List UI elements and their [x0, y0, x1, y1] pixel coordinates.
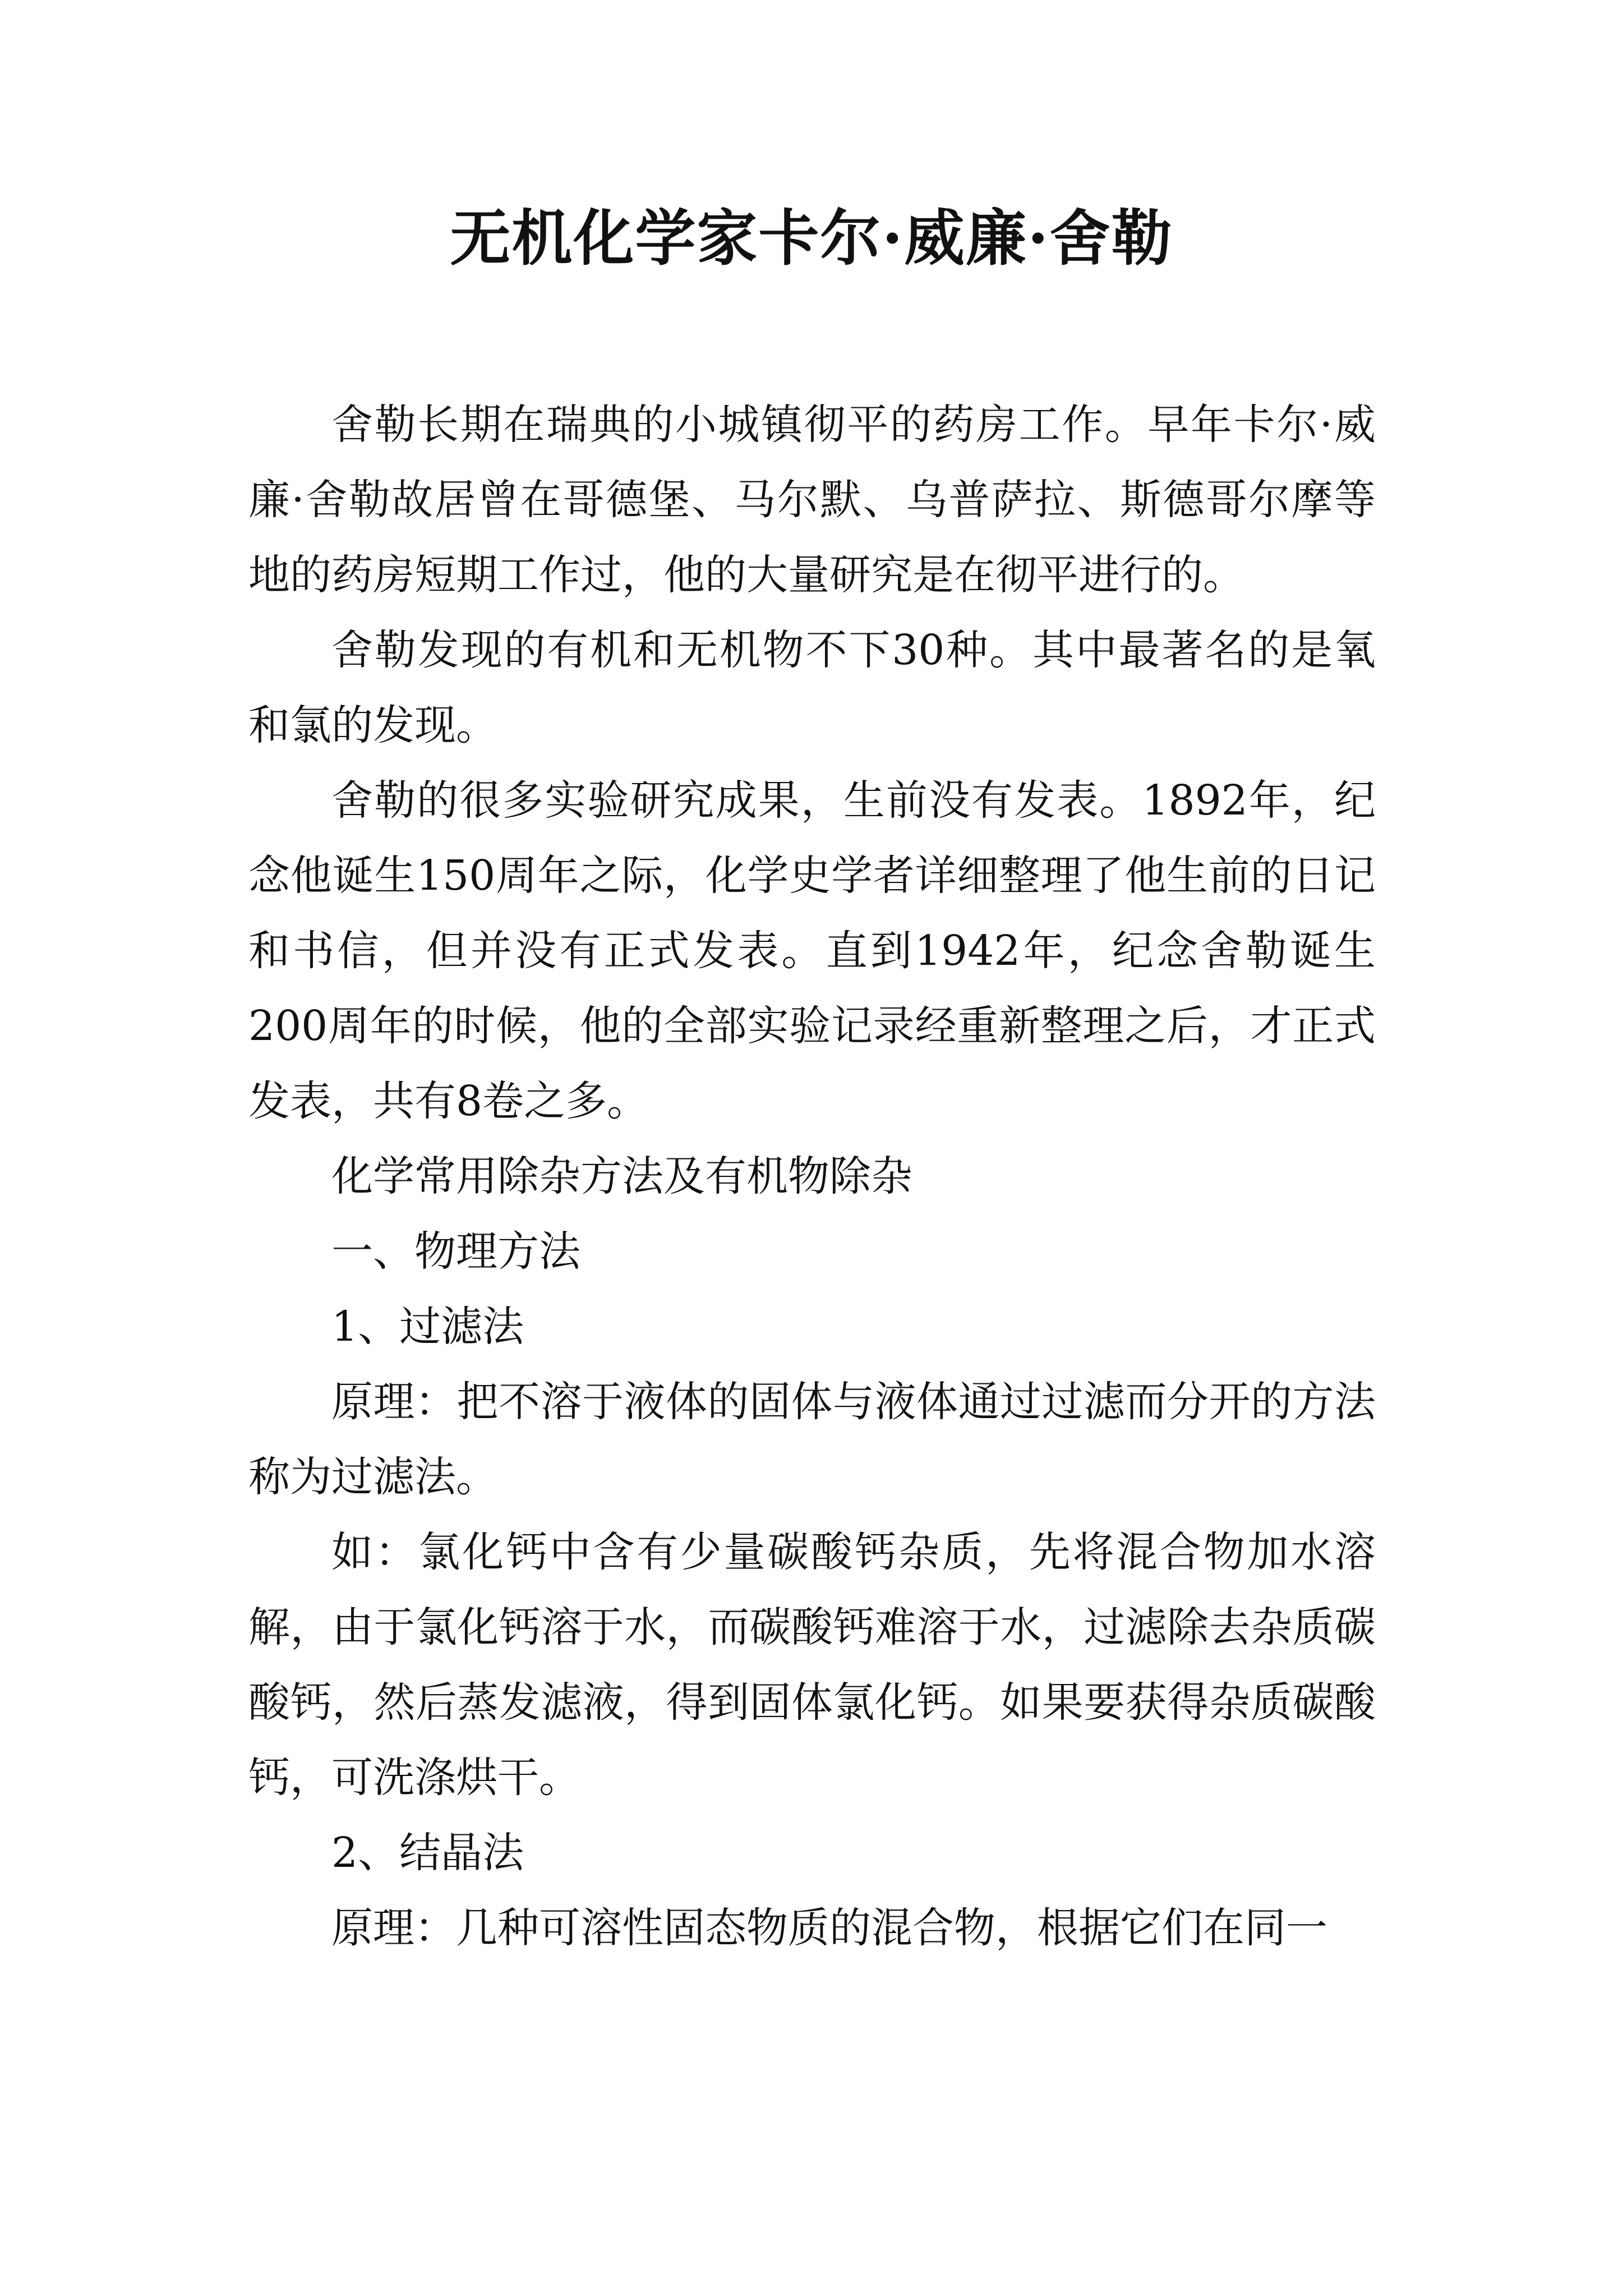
- section-heading: 化学常用除杂方法及有机物除杂: [331, 1152, 912, 1200]
- subsection-heading: 1、过滤法: [331, 1303, 524, 1351]
- section-heading: 一、物理方法: [331, 1227, 580, 1276]
- paragraph: 舍勒长期在瑞典的小城镇彻平的药房工作。早年卡尔·威廉·舍勒故居曾在哥德堡、马尔默、乌普萨拉、斯德哥尔摩等地的药房短期工作过，他的大量研究是在彻平进行的。: [248, 401, 1376, 599]
- paragraph: 舍勒的很多实验研究成果，生前没有发表。1892年，纪念他诞生150周年之际，化学史学者详细整理了他生前的日记和书信，但并没有正式发表。直到1942年，纪念舍勒诞生200周年的时候，他的全部实验记录经重新整理之后，才正式发表，共有8卷之多。: [248, 776, 1376, 1125]
- paragraph: 原理：几种可溶性固态物质的混合物，根据它们在同一: [331, 1904, 1327, 1952]
- paragraph: 原理：把不溶于液体的固体与液体通过过滤而分开的方法称为过滤法。: [248, 1378, 1376, 1501]
- paragraph: 舍勒发现的有机和无机物不下30种。其中最著名的是氧和氯的发现。: [248, 626, 1376, 749]
- paragraph: 如：氯化钙中含有少量碳酸钙杂质，先将混合物加水溶解，由于氯化钙溶于水，而碳酸钙难溶于水，过滤除去杂质碳酸钙，然后蒸发滤液，得到固体氯化钙。如果要获得杂质碳酸钙，可洗涤烘干。: [248, 1528, 1376, 1802]
- document-body: [248, 387, 1376, 1966]
- document-title: 无机化学家卡尔·威廉·舍勒: [450, 203, 1173, 274]
- subsection-heading: 2、结晶法: [331, 1829, 524, 1877]
